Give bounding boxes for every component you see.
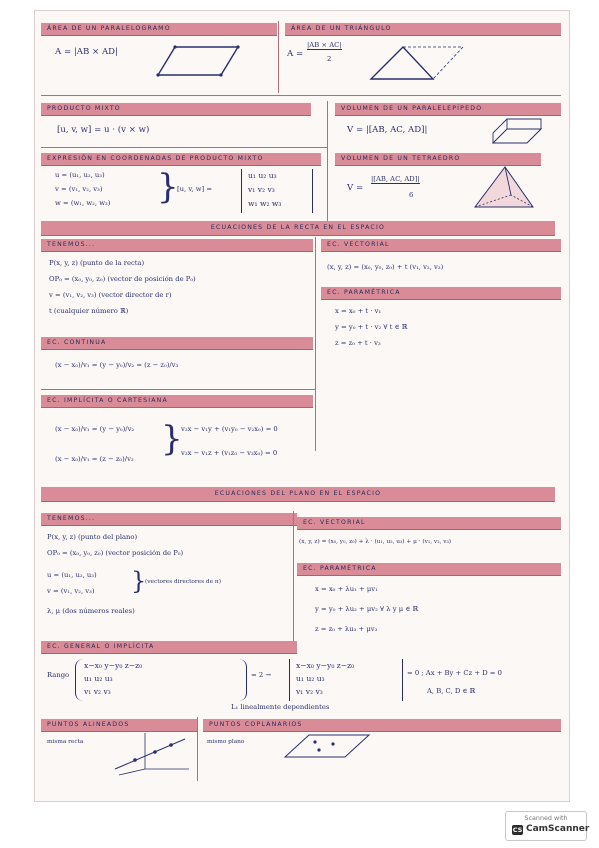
formula-area-paralelogramo: A = |AB × AD| (55, 47, 118, 57)
header-ec-general: EC. GENERAL O IMPLÍCITA (41, 641, 297, 654)
det-fila-2: u₁ u₂ u₃ (296, 674, 325, 683)
formula-area-triangulo-den: 2 (327, 55, 332, 63)
header-puntos-coplanarios: PUNTOS COPLANARIOS (203, 719, 561, 732)
recta-vectorial: (x, y, z) = (x₀, y₀, z₀) + t (v₁, v₂, v₃) (327, 263, 444, 271)
recta-implicita-1-rhs: v₂x − v₁y + (v₁y₀ − v₂x₀) = 0 (181, 425, 278, 433)
det-fila-3: v₁ v₂ v₃ (296, 687, 323, 696)
divider (41, 147, 327, 148)
brace: } (157, 167, 179, 207)
det-row-1: u₁ u₂ u₃ (248, 171, 277, 180)
header-ec-parametrica-plano: EC. PARAMÉTRICA (297, 563, 561, 576)
recta-implicita-2-rhs: v₃x − v₁z + (v₁z₀ − v₃x₀) = 0 (181, 449, 278, 457)
formula-producto-mixto: [u, v, w] = u · (v × w) (57, 125, 150, 135)
divider (41, 95, 561, 96)
camscanner-badge (505, 811, 590, 841)
paralelogramo-figure (143, 41, 243, 81)
recta-t: t (cualquier número ℝ) (49, 307, 129, 315)
general-determinante (289, 659, 403, 701)
header-ec-continua: EC. CONTINUA (41, 337, 313, 350)
camscanner-brand: CamScanner (526, 824, 590, 834)
general-eq2: = 2 → (251, 671, 272, 679)
formula-area-triangulo-lhs: A = (287, 49, 304, 59)
plano-param-z: z = z₀ + λu₃ + μv₃ (315, 625, 378, 633)
general-abcd: A, B, C, D ∈ ℝ (427, 687, 476, 695)
det-row-2: v₁ v₂ v₃ (248, 185, 275, 194)
plano-posicion: OP₀ = (x₀, y₀, z₀) (vector posición de P₀) (47, 549, 184, 557)
header-ecuaciones-plano: ECUACIONES DEL PLANO EN EL ESPACIO (41, 487, 555, 502)
header-ecuaciones-recta: ECUACIONES DE LA RECTA EN EL ESPACIO (41, 221, 555, 236)
recta-param-x: x = x₀ + t · v₁ (335, 307, 382, 315)
general-matriz (75, 659, 247, 701)
plano-directores: (vectores directores de π) (145, 579, 221, 585)
coord-determinant (241, 169, 313, 213)
plano-param-y: y = y₀ + λu₂ + μv₂ ∀ λ y μ ∈ ℝ (315, 605, 419, 613)
header-tenemos-recta: TENEMOS... (41, 239, 313, 252)
tetraedro-figure (465, 163, 545, 213)
recta-implicita-1-lhs: (x − x₀)/v₁ = (y − y₀)/v₂ (55, 425, 135, 433)
formula-area-triangulo-num: |AB × AC| (307, 41, 342, 49)
recta-posicion: OP₀ = (x₀, y₀, z₀) (vector de posición de P₀) (49, 275, 196, 283)
recta-param-y: y = y₀ + t · v₂ ∀ t ∈ ℝ (335, 323, 408, 331)
plano-vectorial: (x, y, z) = (x₀, y₀, z₀) + λ · (u₁, u₂, u₃) + μ · (v₁, v₂, v₃) (299, 539, 452, 545)
divider (327, 101, 328, 231)
header-ec-parametrica-recta: EC. PARAMÉTRICA (321, 287, 561, 300)
plano-lambda-mu: λ, μ (dos números reales) (47, 607, 135, 615)
header-volumen-paralelepipedo: VOLUMEN DE UN PARALELEPÍPEDO (335, 103, 561, 116)
det-fila-1: x−x₀ y−y₀ z−z₀ (296, 661, 355, 670)
general-eq0: = 0 ; Ax + By + Cz + D = 0 (407, 669, 502, 677)
paralelepipedo-figure (487, 115, 551, 149)
brace: } (131, 567, 147, 595)
recta-punto: P(x, y, z) (punto de la recta) (49, 259, 145, 267)
divider (315, 237, 316, 451)
plano-param-x: x = x₀ + λu₁ + μv₁ (315, 585, 378, 593)
triangulo-figure (363, 37, 473, 85)
notes-sheet (34, 10, 570, 802)
divider (197, 717, 198, 781)
formula-volumen-tetraedro-lhs: V = (347, 183, 364, 193)
coord-lhs: [u, v, w] = (177, 185, 213, 193)
plano-v: v = (v₁, v₂, v₃) (47, 587, 95, 595)
recta-implicita-2-lhs: (x − x₀)/v₁ = (z − z₀)/v₃ (55, 455, 134, 463)
header-ec-implicita: EC. IMPLÍCITA O CARTESIANA (41, 395, 313, 408)
general-rango: Rango (47, 671, 70, 679)
header-tenemos-plano: TENEMOS... (41, 513, 297, 526)
general-nota: L₁ linealmente dependientes (231, 703, 330, 711)
puntos-coplanarios-figure (279, 731, 375, 761)
header-ec-vectorial-recta: EC. VECTORIAL (321, 239, 561, 252)
divider (278, 21, 279, 93)
scanned-with-label: Scanned with (524, 814, 568, 822)
puntos-alineados-figure (105, 729, 195, 777)
formula-volumen-paralelepipedo: V = |[AB, AC, AD]| (347, 125, 428, 135)
mismo-plano-label: mismo plano (207, 739, 245, 745)
formula-volumen-tetraedro-num: |[AB, AC, AD]| (371, 175, 420, 183)
misma-recta-label: misma recta (47, 739, 84, 745)
recta-param-z: z = z₀ + t · v₃ (335, 339, 381, 347)
header-area-triangulo: ÁREA DE UN TRIÁNGULO (285, 23, 561, 36)
det-row-3: w₁ w₂ w₃ (248, 199, 282, 208)
header-expresion-coordenadas: EXPRESIÓN EN COORDENADAS DE PRODUCTO MIXTO (41, 153, 321, 166)
matriz-fila-2: u₁ u₂ u₃ (84, 674, 113, 683)
coord-w: w = (w₁, w₂, w₃) (55, 199, 111, 207)
coord-v: v = (v₁, v₂, v₃) (55, 185, 103, 193)
plano-punto: P(x, y, z) (punto del plano) (47, 533, 138, 541)
brace: } (161, 419, 183, 459)
recta-director: v = (v₁, v₂, v₃) (vector director de r) (49, 291, 172, 299)
divider (41, 389, 315, 390)
divider (293, 511, 294, 641)
header-area-paralelogramo: ÁREA DE UN PARALELOGRAMO (41, 23, 277, 36)
header-volumen-tetraedro: VOLUMEN DE UN TETRAEDRO (335, 153, 541, 166)
header-puntos-alineados: PUNTOS ALINEADOS (41, 719, 197, 732)
header-ec-vectorial-plano: EC. VECTORIAL (297, 517, 561, 530)
coord-u: u = (u₁, u₂, u₃) (55, 171, 105, 179)
camscanner-logo-icon: CS (512, 826, 523, 834)
recta-continua: (x − x₀)/v₁ = (y − y₀)/v₂ = (z − z₀)/v₃ (55, 361, 179, 369)
matriz-fila-1: x−x₀ y−y₀ z−z₀ (84, 661, 143, 670)
plano-u: u = (u₁, u₂, u₃) (47, 571, 97, 579)
matriz-fila-3: v₁ v₂ v₃ (84, 687, 111, 696)
header-producto-mixto: PRODUCTO MIXTO (41, 103, 311, 116)
formula-volumen-tetraedro-den: 6 (409, 191, 414, 199)
